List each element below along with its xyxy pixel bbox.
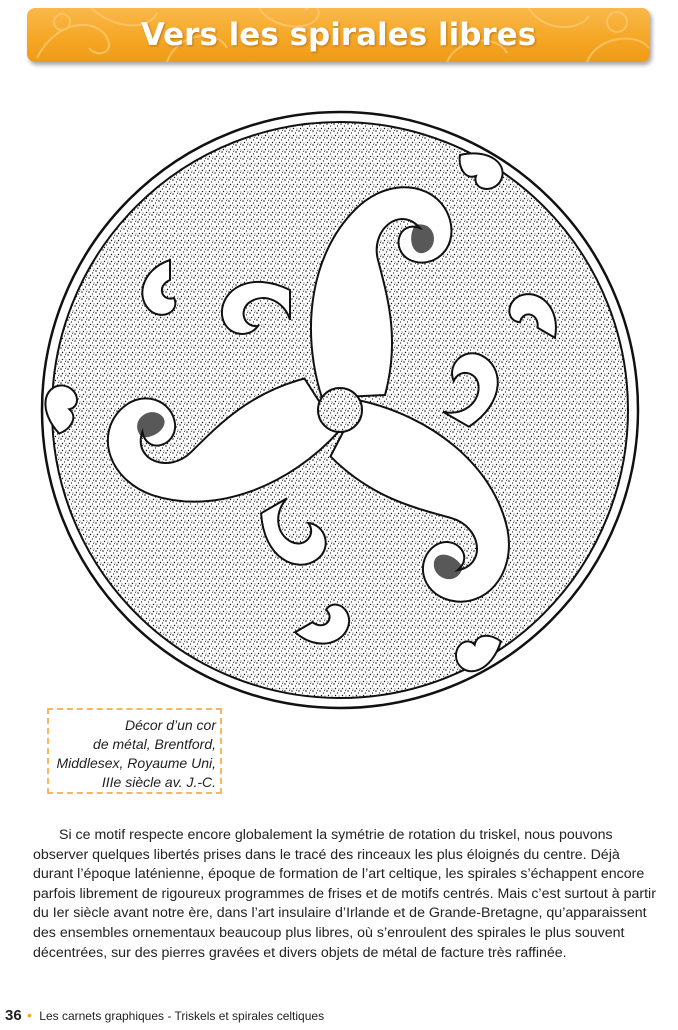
body-text (33, 826, 658, 963)
body-paragraph: Si ce motif respecte encore globalement la symétrie de rotation du triskel, nous pouvons observer quelques libertés prises dans le tracé des rinceaux les plus éloignés du centre. Déjà durant l’époque laténienne, époque de formation de l’art celtique, les spirales s’échappent encore parfois librement de rigoureux programmes de frises et de motifs centrés. Mais c’est surtout à partir du Ier siècle avant notre ère, dans l’art insulaire d’Irlande et de Grande-Bretagne, qu’apparaissent des ensembles ornementaux beaucoup plus libres, où s’enroulent des spirales le plus souvent décentrées, sur des pierres gravées et divers objets de métal de facture très raffinée. (33, 827, 656, 961)
page-number: 36 (5, 1007, 22, 1024)
page-footer (5, 1007, 324, 1027)
caption-line: de métal, Brentford, (93, 736, 216, 752)
caption-line: Middlesex, Royaume Uni, (56, 755, 216, 771)
page-title: Vers les spirales libres (140, 17, 537, 53)
caption-line: IIIe siècle av. J.-C. (101, 774, 216, 790)
footer-separator: • (27, 1007, 32, 1023)
celtic-spiral-disc-icon (38, 108, 642, 712)
caption-line: Décor d’un cor (124, 717, 216, 733)
title-banner (27, 8, 650, 62)
footer-text: Les carnets graphiques - Triskels et spirales celtiques (39, 1009, 325, 1023)
illustration-caption (47, 708, 222, 794)
